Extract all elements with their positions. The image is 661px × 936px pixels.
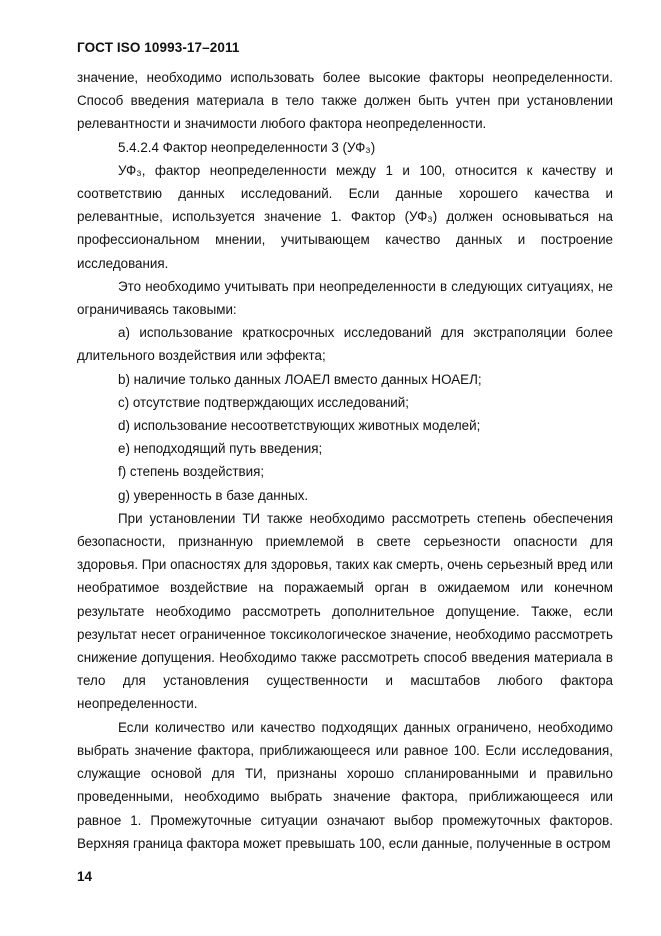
list-item: c) отсутствие подтверждающих исследований; <box>118 394 409 410</box>
section-heading: 5.4.2.4 Фактор неопределенности 3 (УФ₃) <box>118 139 376 155</box>
list-item: e) неподходящий путь введения; <box>118 441 323 457</box>
paragraph: УФ₃, фактор неопределенности между 1 и 100, относится к качеству и соответствию данных исследований. Если данные хорошего качества и релевантные, используется значение 1. Фактор (УФ₃) должен основываться на профессиональном мнении, учитывающем качество данных и построение исследования. <box>77 162 613 271</box>
page-number: 14 <box>77 869 93 884</box>
document-header: ГОСТ ISO 10993-17–2011 <box>77 40 240 55</box>
paragraph: При установлении ТИ также необходимо рассмотреть степень обеспечения безопасности, признанную приемлемой в свете серьезности опасности для здоровья. При опасностях для здоровья, таких как смерть, очень серьезный вред или необратимое воздействие на поражаемый орган в ожидаемом или конечном результате необходимо рассмотреть дополнительное допущение. Также, если результат несет ограниченное токсикологическое значение, необходимо рассмотреть снижение допущения. Необходимо также рассмотреть способ введения материала в тело для установления существенности и масштабов любого фактора неопределенности. <box>77 510 613 712</box>
list-item: d) использование несоответствующих животных моделей; <box>118 418 481 434</box>
paragraph: значение, необходимо использовать более высокие факторы неопределенности. Способ введения материала в тело также должен быть учтен при установлении релевантности и значимости любого фактора неопределенности. <box>77 70 613 132</box>
paragraph: Это необходимо учитывать при неопределенности в следующих ситуациях, не ограничиваясь таковыми: <box>77 278 613 318</box>
list-item: g) уверенность в базе данных. <box>118 487 309 503</box>
document-body <box>77 66 613 855</box>
list-item: f) степень воздействия; <box>118 464 265 480</box>
list-item: a) использование краткосрочных исследований для экстраполяции более длительного воздействия или эффекта; <box>77 325 613 364</box>
paragraph: Если количество или качество подходящих данных ограничено, необходимо выбрать значение фактора, приближающееся или равное 100. Если исследования, служащие основой для ТИ, признаны хорошо спланированными и правильно проведенными, необходимо выбрать значение фактора, приближающееся или равное 1. Промежуточные ситуации означают выбор промежуточных факторов. Верхняя граница фактора может превышать 100, если данные, полученные в остром <box>77 719 613 851</box>
list-item: b) наличие только данных ЛОАЕЛ вместо данных НОАЕЛ; <box>118 371 482 387</box>
